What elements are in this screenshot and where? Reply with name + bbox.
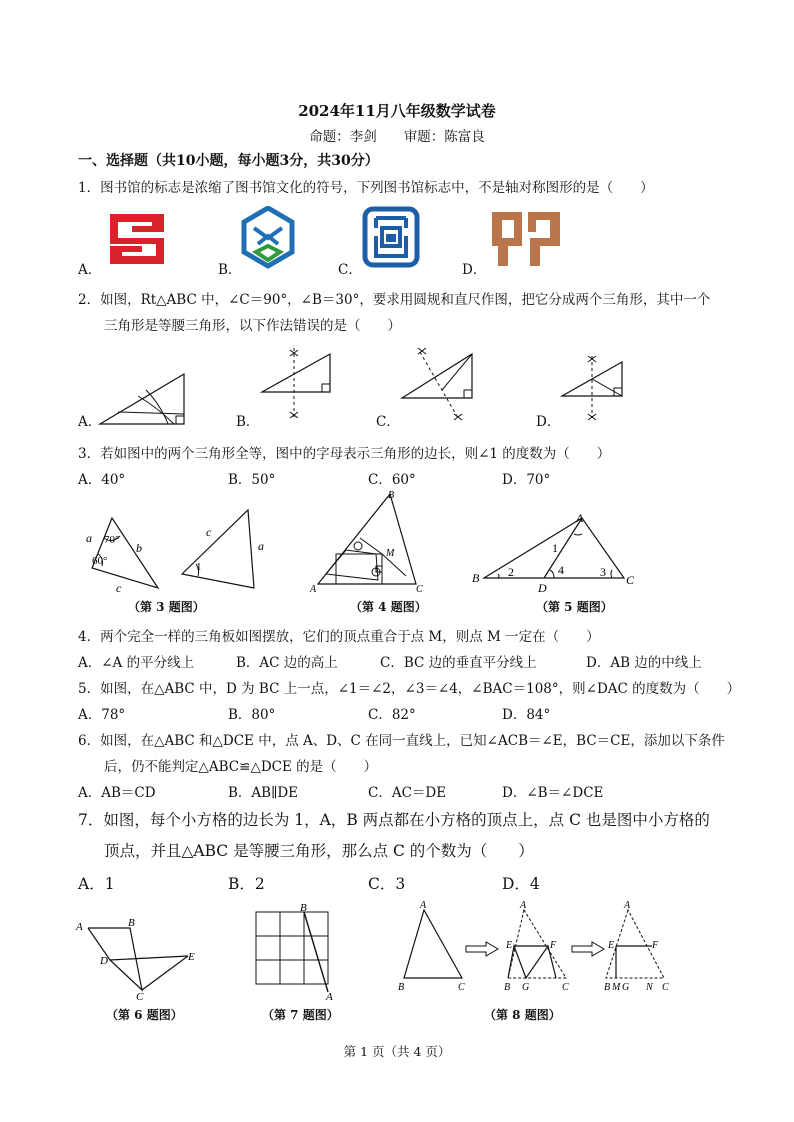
q7-figure [250, 902, 340, 1002]
q2-figure-a [98, 368, 193, 428]
q1-option-d: D． [462, 262, 487, 278]
fig4-label-b: B [388, 490, 395, 501]
page-footer: 第 1 页（共 4 页） [343, 1044, 451, 1059]
fig8-label-a1: A [420, 900, 427, 911]
fig8-label-g2: G [522, 982, 530, 993]
fig7-label-a: A [326, 991, 333, 1002]
q7-stem-line2: 顶点，并且△ABC 是等腰三角形，那么点 C 的个数为（ ） [104, 842, 534, 860]
q1-option-b: B． [218, 262, 242, 278]
q2-figure-b [258, 346, 338, 424]
page-title: 2024年11月八年级数学试卷 [298, 102, 496, 120]
q5-option-a: A．78° [78, 707, 126, 723]
fig8-label-c1: C [458, 982, 465, 993]
q5-stem: 5．如图，在△ABC 中，D 为 BC 上一点，∠1＝∠2，∠3＝∠4，∠BAC＝108°，则∠DAC 的度数为（ ） [78, 681, 741, 697]
fig6-label-b: B [128, 917, 135, 929]
fig5-label-a: A [576, 511, 584, 525]
fig4-label-c: C [416, 584, 423, 594]
q2-option-d: D． [536, 414, 561, 430]
fig8-label-b3: B [604, 982, 611, 993]
caption-fig3: （第 3 题图） [128, 600, 205, 614]
fig8-label-a2: A [520, 900, 527, 911]
fig8-label-f3: F [652, 940, 659, 951]
q2-option-a: A． [78, 414, 102, 430]
caption-fig8: （第 8 题图） [484, 1008, 561, 1022]
q4-option-c: C．BC 边的垂直平分线上 [380, 655, 537, 671]
q6-stem-line2: 后，仍不能判定△ABC≌△DCE 的是（ ） [104, 759, 378, 775]
fig8-label-m3: M [612, 982, 621, 993]
fig4-label-m: M [386, 548, 395, 559]
fig6-label-a: A [76, 921, 83, 933]
fig3-label-c2: c [206, 525, 212, 539]
section-heading: 一、选择题（共10小题，每小题3分，共30分） [78, 153, 379, 169]
authors-line: 命题：李剑 审题：陈富良 [309, 129, 485, 145]
q4-stem: 4．两个完全一样的三角板如图摆放，它们的顶点重合于点 M，则点 M 一定在（ ） [78, 629, 600, 645]
q1-option-c: C． [338, 262, 362, 278]
fig3-angle-60: 60° [92, 555, 108, 567]
fig3-label-a: a [86, 531, 92, 545]
library-logo-b-icon [240, 206, 296, 270]
q5-option-d: D．84° [502, 707, 551, 723]
q6-option-a: A．AB＝CD [78, 785, 156, 801]
fig6-label-d: D [100, 955, 108, 967]
q2-option-c: C． [376, 414, 400, 430]
q5-figure [470, 508, 640, 594]
q6-option-d: D．∠B＝∠DCE [502, 785, 604, 801]
fig8-label-e2: E [506, 940, 513, 951]
fig4-label-a: A [310, 584, 317, 594]
q3-option-a: A．40° [78, 472, 126, 488]
q3-option-c: C．60° [368, 472, 416, 488]
fig8-label-n3: N [646, 982, 653, 993]
q1-option-a: A． [78, 262, 102, 278]
fig8-label-f2: F [550, 940, 557, 951]
q7-option-b: B．2 [228, 875, 265, 893]
q5-option-c: C．82° [368, 707, 416, 723]
fig8-label-a3: A [624, 900, 631, 911]
q5-option-b: B．80° [228, 707, 276, 723]
fig3-label-c: c [116, 581, 122, 592]
fig8-label-c3: C [662, 982, 669, 993]
caption-fig7: （第 7 题图） [262, 1008, 339, 1022]
q2-figure-c [398, 346, 478, 424]
q2-stem-line2: 三角形是等腰三角形，以下作法错误的是（ ） [104, 318, 401, 334]
q4-figure [306, 488, 426, 594]
fig3-angle-70: 70° [104, 534, 120, 546]
fig7-label-b: B [300, 902, 307, 914]
q3-stem: 3．若如图中的两个三角形全等，图中的字母表示三角形的边长，则∠1 的度数为（ ） [78, 446, 611, 462]
q7-stem-line1: 7．如图，每个小方格的边长为 1，A，B 两点都在小方格的顶点上，点 C 也是图中小方格的 [78, 811, 710, 829]
fig6-label-e: E [188, 951, 195, 963]
fig8-label-c2: C [562, 982, 569, 993]
q4-option-d: D．AB 边的中线上 [586, 655, 702, 671]
q7-option-c: C．3 [368, 875, 406, 893]
q6-option-c: C．AC＝DE [368, 785, 447, 801]
fig8-label-e3: E [608, 940, 615, 951]
caption-fig5: （第 5 题图） [536, 600, 613, 614]
fig5-label-d: D [538, 581, 547, 594]
fig8-label-b2: B [504, 982, 511, 993]
q6-stem-line1: 6．如图，在△ABC 和△DCE 中，点 A、D、C 在同一直线上，已知∠ACB＝∠E，BC＝CE，添加以下条件 [78, 733, 725, 749]
q1-stem: 1．图书馆的标志是浓缩了图书馆文化的符号，下列图书馆标志中，不是轴对称图形的是（ ） [78, 180, 654, 196]
library-logo-a-icon [102, 210, 172, 268]
library-logo-d-icon [488, 206, 564, 270]
q4-option-b: B．AC 边的高上 [236, 655, 338, 671]
q3-figure [78, 500, 268, 592]
q6-figure [74, 916, 206, 1000]
q6-option-b: B．AB∥DE [228, 785, 299, 801]
fig8-label-b1: B [398, 982, 405, 993]
fig5-label-b: B [472, 571, 480, 585]
q2-figure-d [558, 352, 628, 424]
fig5-label-c: C [626, 573, 635, 587]
caption-fig4: （第 4 题图） [350, 600, 427, 614]
fig5-angle-3: 3 [600, 565, 606, 579]
fig5-angle-4: 4 [558, 563, 564, 577]
library-logo-c-icon [362, 206, 420, 268]
fig3-label-b: b [136, 541, 142, 555]
fig6-label-c: C [136, 991, 144, 1000]
fig8-label-g3: G [622, 982, 630, 993]
q7-option-a: A．1 [78, 875, 115, 893]
fig3-label-a2: a [258, 539, 264, 553]
fig5-angle-2: 2 [508, 565, 514, 579]
fig3-angle-1: 1 [196, 561, 202, 573]
q2-stem-line1: 2．如图，Rt△ABC 中，∠C＝90°，∠B＝30°，要求用圆规和直尺作图，把它分成两个三角形，其中一个 [78, 292, 711, 308]
q3-option-d: D．70° [502, 472, 551, 488]
q4-option-a: A．∠A 的平分线上 [78, 655, 195, 671]
caption-fig6: （第 6 题图） [106, 1008, 183, 1022]
q2-option-b: B． [236, 414, 260, 430]
q3-option-b: B．50° [228, 472, 276, 488]
fig5-angle-1: 1 [552, 541, 558, 555]
q7-option-d: D．4 [502, 875, 540, 893]
q8-figure [396, 896, 678, 1000]
